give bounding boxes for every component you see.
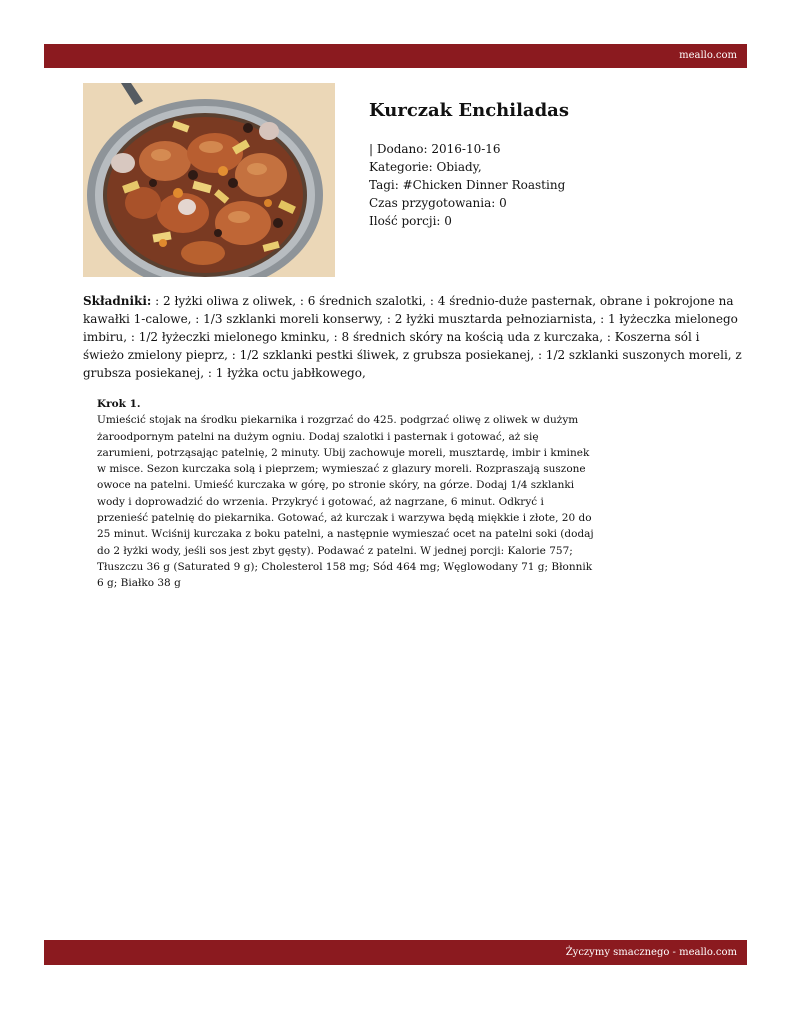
tags[interactable]: Tagi: #Chicken Dinner Roasting xyxy=(369,178,566,192)
step-text: Umieścić stojak na środku piekarnika i rozgrzać do 425. podgrzać oliwę z oliwek w dużym żaroodpornym patelni na dużym ogniu. Dodaj szalotki i pasternak i gotować, aż się zarumieni, potrząsając patelnię, 2 minuty. Ubij zachowuje moreli, musztardę, imbir i kminek w misce. Sezon kurczaka solą i pieprzem; wymieszać z glazury moreli. Rozpraszają suszone owoce na patelni. Umieść kurczaka w górę, po stronie skóry, na górze. Dodaj 1/4 szklanki wody i doprowadzić do wrzenia. Przykryć i gotować, aż nagrzane, 6 minut. Odkryć i przenieść patelnię do piekarnika. Gotować, aż kurczak i warzywa będą miękkie i złote, 20 do 25 minut. Wciśnij kurczaka z boku patelni, a następnie wymieszać ocet na patelni soki (dodaj do 2 łyżki wody, jeśli sos jest zbyt gęsty). Podawać z patelni. W jednej porcji: Kalorie 757; Tłuszczu 36 g (Saturated 9 g); Cholesterol 158 mg; Sód 464 mg; Węglowodany 71 g; Błonnik 6 g; Białko 38 g xyxy=(97,414,594,590)
recipe-photo-icon xyxy=(83,83,335,277)
header-bar xyxy=(44,44,747,68)
recipe-meta xyxy=(369,140,565,230)
step-1 xyxy=(97,396,597,592)
added-date: | Dodano: 2016-10-16 xyxy=(369,142,501,156)
categories[interactable]: Kategorie: Obiady, xyxy=(369,160,482,174)
footer-text[interactable]: Życzymy smacznego - meallo.com xyxy=(565,947,737,958)
ingredients xyxy=(83,292,743,382)
ingredients-text: : 2 łyżki oliwa z oliwek, : 6 średnich szalotki, : 4 średnio-duże pasternak, obrane i pokrojone na kawałki 1-calowe, : 1/3 szklanki moreli konserwy, : 2 łyżki musztarda pełnoziarnista, : 1 łyżeczka mielonego imbiru, : 1/2 łyżeczki mielonego kminku, : 8 średnich skóry na kością uda z kurczaka, : Koszerna sól i świeżo zmielony pieprz, : 1/2 szklanki pestki śliwek, z grubsza posiekanej, : 1/2 szklanki suszonych moreli, z grubsza posiekanej, : 1 łyżka octu jabłkowego, xyxy=(83,294,742,380)
servings: Ilość porcji: 0 xyxy=(369,214,452,228)
ingredients-label: Składniki: xyxy=(83,294,152,308)
footer-bar xyxy=(44,940,747,965)
site-name[interactable]: meallo.com xyxy=(679,50,737,61)
recipe-photo xyxy=(83,83,335,277)
step-title: Krok 1. xyxy=(97,398,141,410)
prep-time: Czas przygotowania: 0 xyxy=(369,196,507,210)
recipe-title: Kurczak Enchiladas xyxy=(369,100,569,121)
